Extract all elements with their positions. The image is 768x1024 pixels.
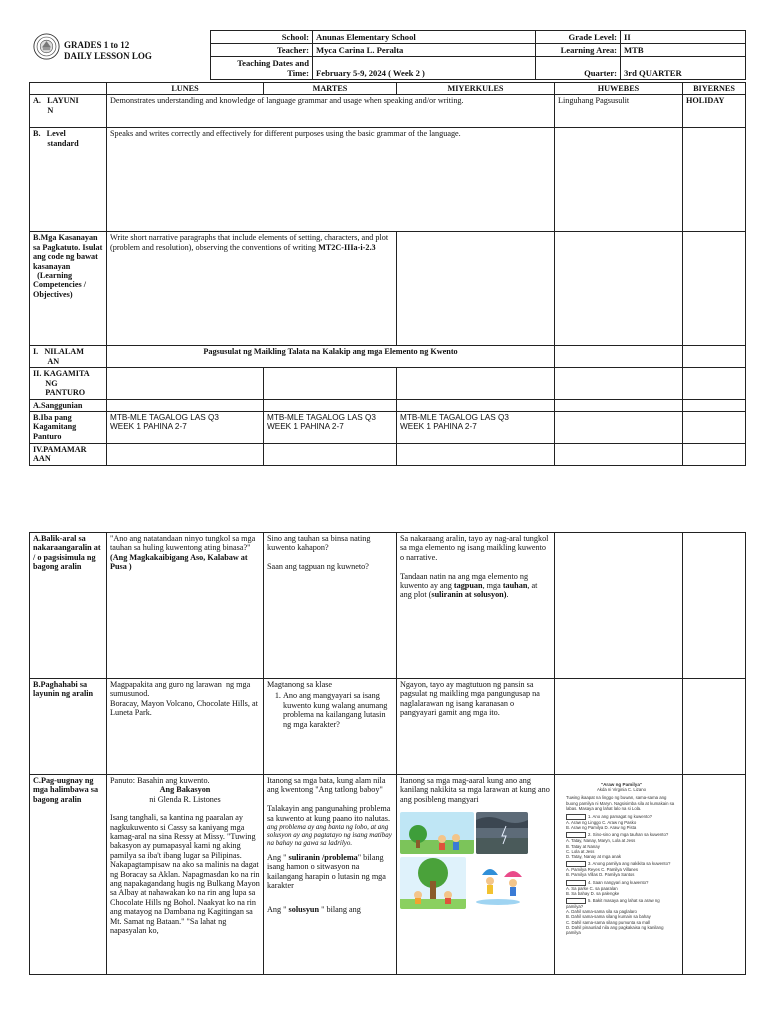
quarter-value: 3rd QUARTER — [621, 57, 746, 80]
kids-under-tree-picture — [400, 857, 466, 909]
competency-code: MT2C-IIIa-i-2.3 — [318, 242, 376, 252]
q2-text: 2. Sino-sino ang mga tauhan sa kuwento? — [588, 832, 669, 838]
martes-italic-note: ang problema ay ang banta ng lobo, at ang solusyon ay ang pagtatayo ng isang matibay na bahay na gawa sa ladrilyo. — [267, 823, 392, 848]
lesson-table-part-2 — [29, 532, 746, 975]
teacher-value: Myca Carina L. Peralta — [313, 44, 536, 57]
sanggunian-martes — [264, 399, 397, 411]
blank-header-cell — [30, 83, 107, 95]
sanggunian-lunes — [107, 399, 264, 411]
area-label: Learning Area: — [536, 44, 621, 57]
quarter-label: Quarter: — [536, 57, 621, 80]
worksheet-title: "Araw ng Pamilya" — [600, 782, 643, 787]
q1-option-b: B. Araw ng Pamilya D. Araw ng Pista — [566, 825, 637, 831]
paghahabi-lunes: Magpapakita ang guro ng larawan ng mga sumusunod. Boracay, Mayon Volcano, Chocolate Hills, at Luneta Park. — [107, 679, 264, 775]
balik-aral-label: A.Balik-aral sa nakaraangaralin at / o pagsisimula ng bagong aralin — [30, 533, 107, 679]
nilalaman-row — [30, 346, 746, 368]
pamamaraan-huwebes — [555, 444, 683, 466]
solusyun-term: solusyun — [288, 904, 320, 914]
picture-grid — [400, 812, 551, 911]
day-biyernes: BIYERNES — [683, 83, 746, 95]
miy-question: Itanong sa mga mag-aaral kung ano ang kanilang nakikita sa mga larawan at kung ano ang posibleng mangyari — [400, 776, 550, 804]
iba-biyernes — [683, 412, 746, 444]
dates-label-line-1: Teaching Dates and — [237, 58, 309, 68]
q5-option-a: A. Dahil sama-sama sila sa paglalaro — [566, 909, 637, 915]
martes-question: Itanong sa mga bata, kung alam nila ang kwentong "Ang tatlong baboy" Talakayin ang pangunahing problema sa kuwento at kung paano ito nalutas. — [267, 776, 391, 823]
paghahabi-martes-intro: Magtanong sa klase — [267, 680, 333, 689]
sanggunian-label: A.Sanggunian — [30, 399, 107, 411]
q4-text: 4. Saan nangyari ang kuwento? — [588, 879, 649, 885]
comp-biyernes — [683, 232, 746, 346]
iba-miyerkules: MTB-MLE TAGALOG LAS Q3 WEEK 1 PAHINA 2-7 — [397, 412, 555, 444]
q3-text: 3. Anong pamilya ang nakikita sa kuwento? — [588, 861, 671, 867]
kids-in-rain-picture — [468, 857, 530, 909]
area-value: MTB — [621, 44, 746, 57]
competencies-desc: Write short narrative paragraphs that include elements of setting, characters, and plot (problem and resolution), observing the conventions of writing — [110, 233, 389, 252]
paghahabi-label: B.Paghahabi sa layunin ng aralin — [30, 679, 107, 775]
q3-option-b: B. Pamilya Villas D. Pamilya Santos — [566, 872, 635, 878]
title-line-2: DAILY LESSON LOG — [64, 51, 152, 61]
suliranin-term: suliranin /problema — [288, 853, 358, 863]
layunin-biyernes: HOLIDAY — [683, 95, 746, 128]
level-standard-row — [30, 128, 746, 232]
pag-uugnay-huwebes — [555, 775, 683, 975]
iba-lunes: MTB-MLE TAGALOG LAS Q3 WEEK 1 PAHINA 2-7 — [107, 412, 264, 444]
competencies-row — [30, 232, 746, 346]
nilalaman-label: I. NILALAM AN — [30, 346, 107, 368]
paghahabi-huwebes — [555, 679, 683, 775]
balik-aral-martes: Sino ang tauhan sa binsa nating kuwento kahapon? Saan ang tagpuan ng kuwneto? — [264, 533, 397, 679]
dates-label — [211, 57, 313, 80]
balik-miy-text-e: . — [506, 590, 509, 600]
level-standard-text: Speaks and writes correctly and effectively for different purposes using the basic grammar of the language. — [107, 128, 555, 232]
balik-aral-row — [30, 533, 746, 679]
q5-option-b: B. Dahil sama-sama silang kumain sa bahay — [566, 914, 651, 920]
deped-seal-logo — [33, 33, 60, 60]
pamamaraan-row — [30, 444, 746, 466]
martes-solusyun — [267, 905, 393, 914]
q3-option-a: A. Pamilya Reyes C. Pamilya Villanes — [566, 867, 639, 873]
pamamaraan-label: IV.PAMAMAR AAN — [30, 444, 107, 466]
story-title: Ang Bakasyon — [159, 785, 211, 795]
pag-uugnay-row — [30, 775, 746, 975]
nilalaman-biyernes — [683, 346, 746, 368]
iba-pang-kagamitan-label: B.Iba pang Kagamitang Panturo — [30, 412, 107, 444]
list-item: 1. Ano ang mangyayari sa isang kuwento kung walang anumang problema na kailangang lutasin ng mga karakter? — [283, 691, 393, 729]
q2-option-a: A. Tatay, Nanay, Maryn, Lola at Jess — [566, 838, 636, 844]
pag-uugnay-biyernes — [683, 775, 746, 975]
sanggunian-huwebes — [555, 399, 683, 411]
kagamitan-huwebes — [555, 368, 683, 399]
worksheet-quiz — [558, 776, 679, 935]
competencies-text — [107, 232, 397, 346]
kagamitan-label: II. KAGAMITA NG PANTURO — [30, 368, 107, 399]
q2-option-c: C. Lola at Jess — [566, 848, 595, 854]
balik-aral-lunes — [107, 533, 264, 679]
day-header-row — [30, 83, 746, 95]
layunin-huwebes: Linguhang Pagsusulit — [555, 95, 683, 128]
pamamaraan-miyerkules — [397, 444, 555, 466]
pag-uugnay-lunes — [107, 775, 264, 975]
balik-miy-text-c: , mga — [482, 581, 503, 591]
solusyun-prefix: Ang " — [267, 904, 289, 914]
level-huwebes — [555, 128, 683, 232]
answer-box — [566, 880, 586, 886]
sanggunian-row — [30, 399, 746, 411]
paghahabi-row — [30, 679, 746, 775]
paghahabi-martes-list — [267, 691, 393, 729]
paghahabi-martes — [264, 679, 397, 775]
competencies-label: B.Mga Kasanayan sa Pagkatuto. Isulat ang code ng bawat kasanayan (Learning Competencies / Objectives) — [30, 232, 107, 346]
paghahabi-miyerkules: Ngayon, tayo ay magtutuon ng pansin sa pagsulat ng maikling mga pangungusap na naglalarawan ng isang karanasan o pangyayari gamit ang mga ito. — [397, 679, 555, 775]
q1-text: 1. Ano ang pamagat ng kuwento? — [588, 814, 653, 820]
nilalaman-huwebes — [555, 346, 683, 368]
header-info-table — [210, 30, 746, 80]
q5-text: 5. Bakit masaya ang lahat sa araw ng pamilya? — [566, 898, 660, 910]
sanggunian-miyerkules — [397, 399, 555, 411]
martes-suliranin — [267, 853, 393, 891]
level-biyernes — [683, 128, 746, 232]
worksheet-author: Akda ni Virginia C. Lizano — [596, 787, 647, 793]
balik-miy-tauhan: tauhan — [502, 581, 528, 591]
storm-picture — [476, 812, 528, 854]
balik-aral-huwebes — [555, 533, 683, 679]
kagamitan-martes — [264, 368, 397, 399]
panuto-text: Panuto: Basahin ang kuwento. — [110, 776, 210, 785]
day-lunes: LUNES — [107, 83, 264, 95]
school-label: School: — [211, 31, 313, 44]
pag-uugnay-miyerkules — [397, 775, 555, 975]
dates-label-line-2: Time: — [287, 68, 309, 78]
iba-pang-kagamitan-row — [30, 412, 746, 444]
q5-option-d: D. Dahil pinaunlad nila ang pagkakaisa ng kanilang pamilya — [566, 924, 664, 936]
pamamaraan-martes — [264, 444, 397, 466]
balik-aral-miyerkules — [397, 533, 555, 679]
kagamitan-lunes — [107, 368, 264, 399]
balik-lunes-story: (Ang Magkakaibigang Aso, Kalabaw at Pusa ) — [110, 552, 248, 572]
document-title — [64, 40, 152, 62]
kids-playing-picture — [400, 812, 474, 854]
suliranin-prefix: Ang " — [267, 853, 289, 863]
paghahabi-biyernes — [683, 679, 746, 775]
kagamitan-miyerkules — [397, 368, 555, 399]
title-line-1: GRADES 1 to 12 — [64, 40, 130, 50]
balik-miy-plot: suliranin at solusyon) — [431, 590, 507, 600]
lesson-table-part-1 — [29, 82, 746, 466]
balik-lunes-question: "Ano ang natatandaan ninyo tungkol sa mga tauhan sa huling kuwentong ating binasa?" — [110, 534, 256, 553]
balik-miy-tagpuan: tagpuan — [453, 581, 483, 591]
grade-label: Grade Level: — [536, 31, 621, 44]
day-miyerkules: MIYERKULES — [397, 83, 555, 95]
balik-aral-biyernes — [683, 533, 746, 679]
nilalaman-text: Pagsusulat ng Maikling Talata na Kalakip ang mga Elemento ng Kwento — [107, 346, 555, 368]
comp-huwebes — [555, 232, 683, 346]
story-author: ni Glenda R. Listones — [149, 794, 221, 804]
q4-option-b: B. Sa bahay D. sa palengke — [566, 890, 620, 896]
pag-uugnay-martes — [264, 775, 397, 975]
story-body: Isang tanghali, sa kantina ng paaralan ay nagkukuwento si Cassy sa kaniyang mga kamag-aral na sina Ressy at Missy. "Tuwing bakasyon ay pumapasyal kami ng aking pamilya sa iba't ibang lugar sa Pilipinas. Nakapagtampisaw na ako sa malinis na dagat ng Boracay sa Aklan. Napagmasdan ko na rin ang napakagandang hugis ng Bulkang Mayon sa Albay at nahawakan ko na rin ang lupa sa Chocolate Hills ng Bohol. Naakyat ko na rin ang matayog na Dambana ng Kagitingan sa Mt. Samat ng Bataan." "Sa lahat ng napasyalan ko, — [110, 813, 260, 936]
solusyun-def: " bilang ang — [319, 904, 361, 914]
kagamitan-biyernes — [683, 368, 746, 399]
balik-miy-text-a: Sa nakaraang aralin, tayo ay nag-aral tungkol sa mga elemento ng isang maikling kuwento o narrative. Tandaan natin na ang mga elemento ng kuwento ay ang — [400, 534, 549, 591]
kagamitan-row — [30, 368, 746, 399]
teacher-label: Teacher: — [211, 44, 313, 57]
suliranin-def: " bilang isang hamon o sitwasyon na kailangang harapin o lutasin ng mga karakter — [267, 853, 386, 891]
layunin-row — [30, 95, 746, 128]
balik-miy-text-d: , at ang plot ( — [400, 581, 538, 600]
grade-value: II — [621, 31, 746, 44]
q2-option-d: D. Tatay, Nanay at mga anak — [566, 854, 622, 860]
q2-option-b: B. Tatay at Nanay — [566, 843, 600, 849]
level-standard-label: B. Level standard — [30, 128, 107, 232]
layunin-label: A. LAYUNI N — [30, 95, 107, 128]
pamamaraan-biyernes — [683, 444, 746, 466]
q5-option-c: C. Dahil sama-sama silang pumunta sa mall — [566, 919, 651, 925]
worksheet-body: Tuwing ikaapat na linggo ng buwan, sama-sama ang buong pamilya ni Maryn. Nagsisimba sila at kumakain sa labas. Masaya ang lahat lalo na si Lola. — [566, 795, 675, 811]
dates-value: February 5-9, 2024 ( Week 2 ) — [313, 57, 536, 80]
layunin-text: Demonstrates understanding and knowledge of language grammar and usage when speaking and/or writing. — [107, 95, 555, 128]
q1-option-a: A. Araw ng Linggo C. Araw ng Pasko — [566, 820, 637, 826]
pag-uugnay-label: C.Pag-uugnay ng mga halimbawa sa bagong aralin — [30, 775, 107, 975]
day-huwebes: HUWEBES — [555, 83, 683, 95]
q4-option-a: A. Sa parke C. sa paaralan — [566, 885, 618, 891]
school-value: Anunas Elementary School — [313, 31, 536, 44]
sanggunian-biyernes — [683, 399, 746, 411]
pamamaraan-lunes — [107, 444, 264, 466]
iba-huwebes — [555, 412, 683, 444]
comp-miyerkules — [397, 232, 555, 346]
worksheet-q5 — [566, 898, 677, 909]
iba-martes: MTB-MLE TAGALOG LAS Q3 WEEK 1 PAHINA 2-7 — [264, 412, 397, 444]
day-martes: MARTES — [264, 83, 397, 95]
